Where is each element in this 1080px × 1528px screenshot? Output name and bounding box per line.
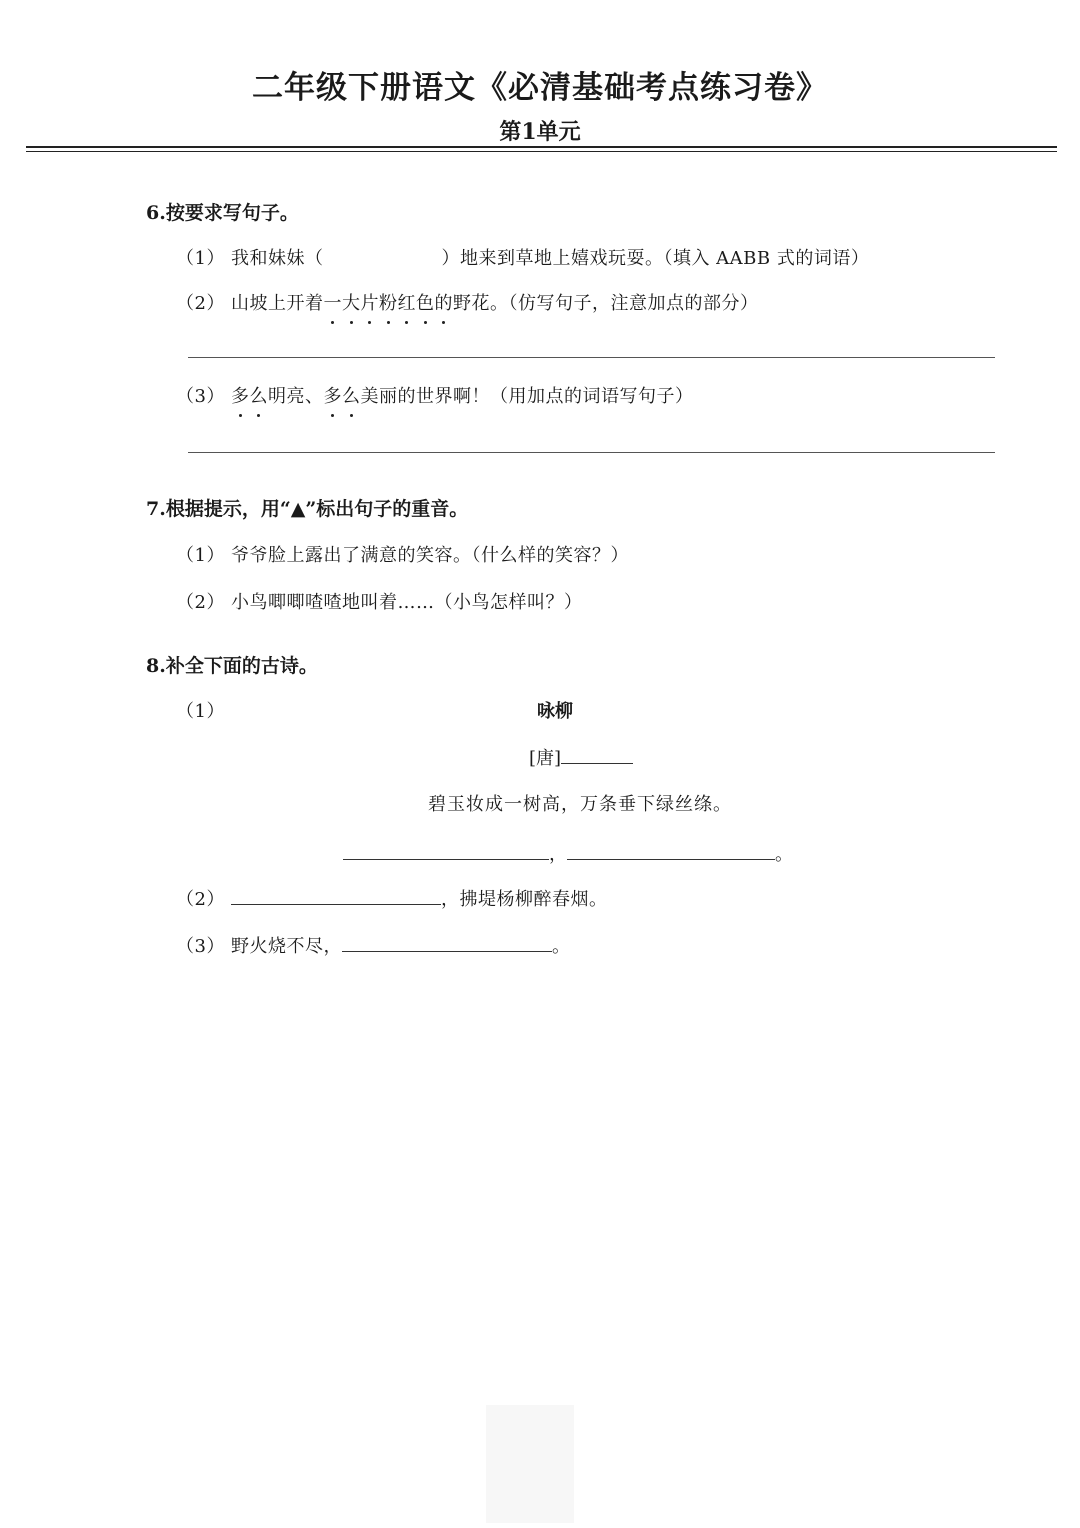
dotted-char: 粉	[379, 289, 398, 315]
poem-author-row	[529, 744, 633, 770]
poem-dynasty: [唐]	[529, 748, 562, 769]
q7-item-1	[176, 541, 629, 567]
author-blank[interactable]	[561, 745, 633, 764]
q8-2-text-after: ，拂堤杨柳醉春烟。	[440, 889, 608, 910]
q7-item-2	[176, 588, 582, 614]
item-number: （2）	[176, 293, 225, 314]
q6-item-2	[176, 289, 758, 315]
item-number: （1）	[176, 248, 225, 269]
q6-item-1	[176, 244, 869, 270]
dotted-char: 多	[231, 382, 250, 408]
q6-2-text-before: 山坡上开着	[230, 293, 324, 314]
dotted-char: 的	[434, 289, 453, 315]
q6-1-text-before: 我和妹妹（	[230, 248, 324, 269]
dotted-char: 红	[397, 289, 416, 315]
q6-item-3	[176, 382, 693, 408]
poem-blank-2[interactable]	[567, 841, 775, 860]
poem-title: 咏柳	[537, 701, 573, 722]
question-8-heading: 8.补全下面的古诗。	[146, 655, 318, 677]
poem-line-1: 碧玉妆成一树高，万条垂下绿丝绦。	[428, 794, 732, 815]
header-rule-thick	[26, 146, 1057, 148]
poem-comma: ，	[549, 844, 567, 865]
page-title: 二年级下册语文《必清基础考点练习卷》	[252, 70, 828, 106]
item-number: （3）	[176, 386, 225, 407]
item-number: （2）	[176, 592, 225, 613]
header-rule-thin	[26, 151, 1057, 152]
dotted-char: 多	[323, 382, 342, 408]
q8-item-2	[176, 885, 607, 911]
q8-3-text-after: 。	[551, 936, 571, 957]
q7-2-text: 小鸟唧唧喳喳地叫着……（小鸟怎样叫？）	[230, 592, 583, 613]
q6-2-answer-line[interactable]	[188, 357, 995, 358]
dotted-char: 片	[360, 289, 379, 315]
poem-line-2	[343, 840, 793, 866]
item-number: （3）	[176, 936, 225, 957]
dotted-char: 大	[342, 289, 361, 315]
unit-subtitle: 第1单元	[499, 119, 581, 145]
item-number: （1）	[176, 701, 225, 722]
q8-3-text-before: 野火烧不尽，	[230, 936, 342, 957]
q6-2-text-after: 野花。（仿写句子，注意加点的部分）	[452, 293, 759, 314]
poem-blank-1[interactable]	[343, 841, 549, 860]
q6-1-text-after: ）地来到草地上嬉戏玩耍。（填入 AABB 式的词语）	[441, 248, 870, 269]
q6-3-text-mid: 明亮、	[267, 386, 324, 407]
q8-3-blank[interactable]	[342, 933, 552, 952]
q8-item-3	[176, 932, 570, 958]
item-number: （1）	[176, 545, 225, 566]
question-6-heading: 6.按要求写句子。	[146, 202, 299, 224]
poem-period: 。	[775, 844, 793, 865]
q6-3-answer-line[interactable]	[188, 452, 995, 453]
dotted-char: 么	[249, 382, 268, 408]
dotted-char: 一	[323, 289, 342, 315]
q8-2-blank[interactable]	[231, 886, 441, 905]
question-7-heading: 7.根据提示，用“▲”标出句子的重音。	[146, 498, 469, 520]
scan-shadow-mark	[486, 1405, 574, 1523]
dotted-char: 色	[416, 289, 435, 315]
q7-1-text: 爷爷脸上露出了满意的笑容。（什么样的笑容？）	[230, 545, 629, 566]
q6-3-text-after: 美丽的世界啊！（用加点的词语写句子）	[360, 386, 694, 407]
dotted-char: 么	[342, 382, 361, 408]
item-number: （2）	[176, 889, 225, 910]
